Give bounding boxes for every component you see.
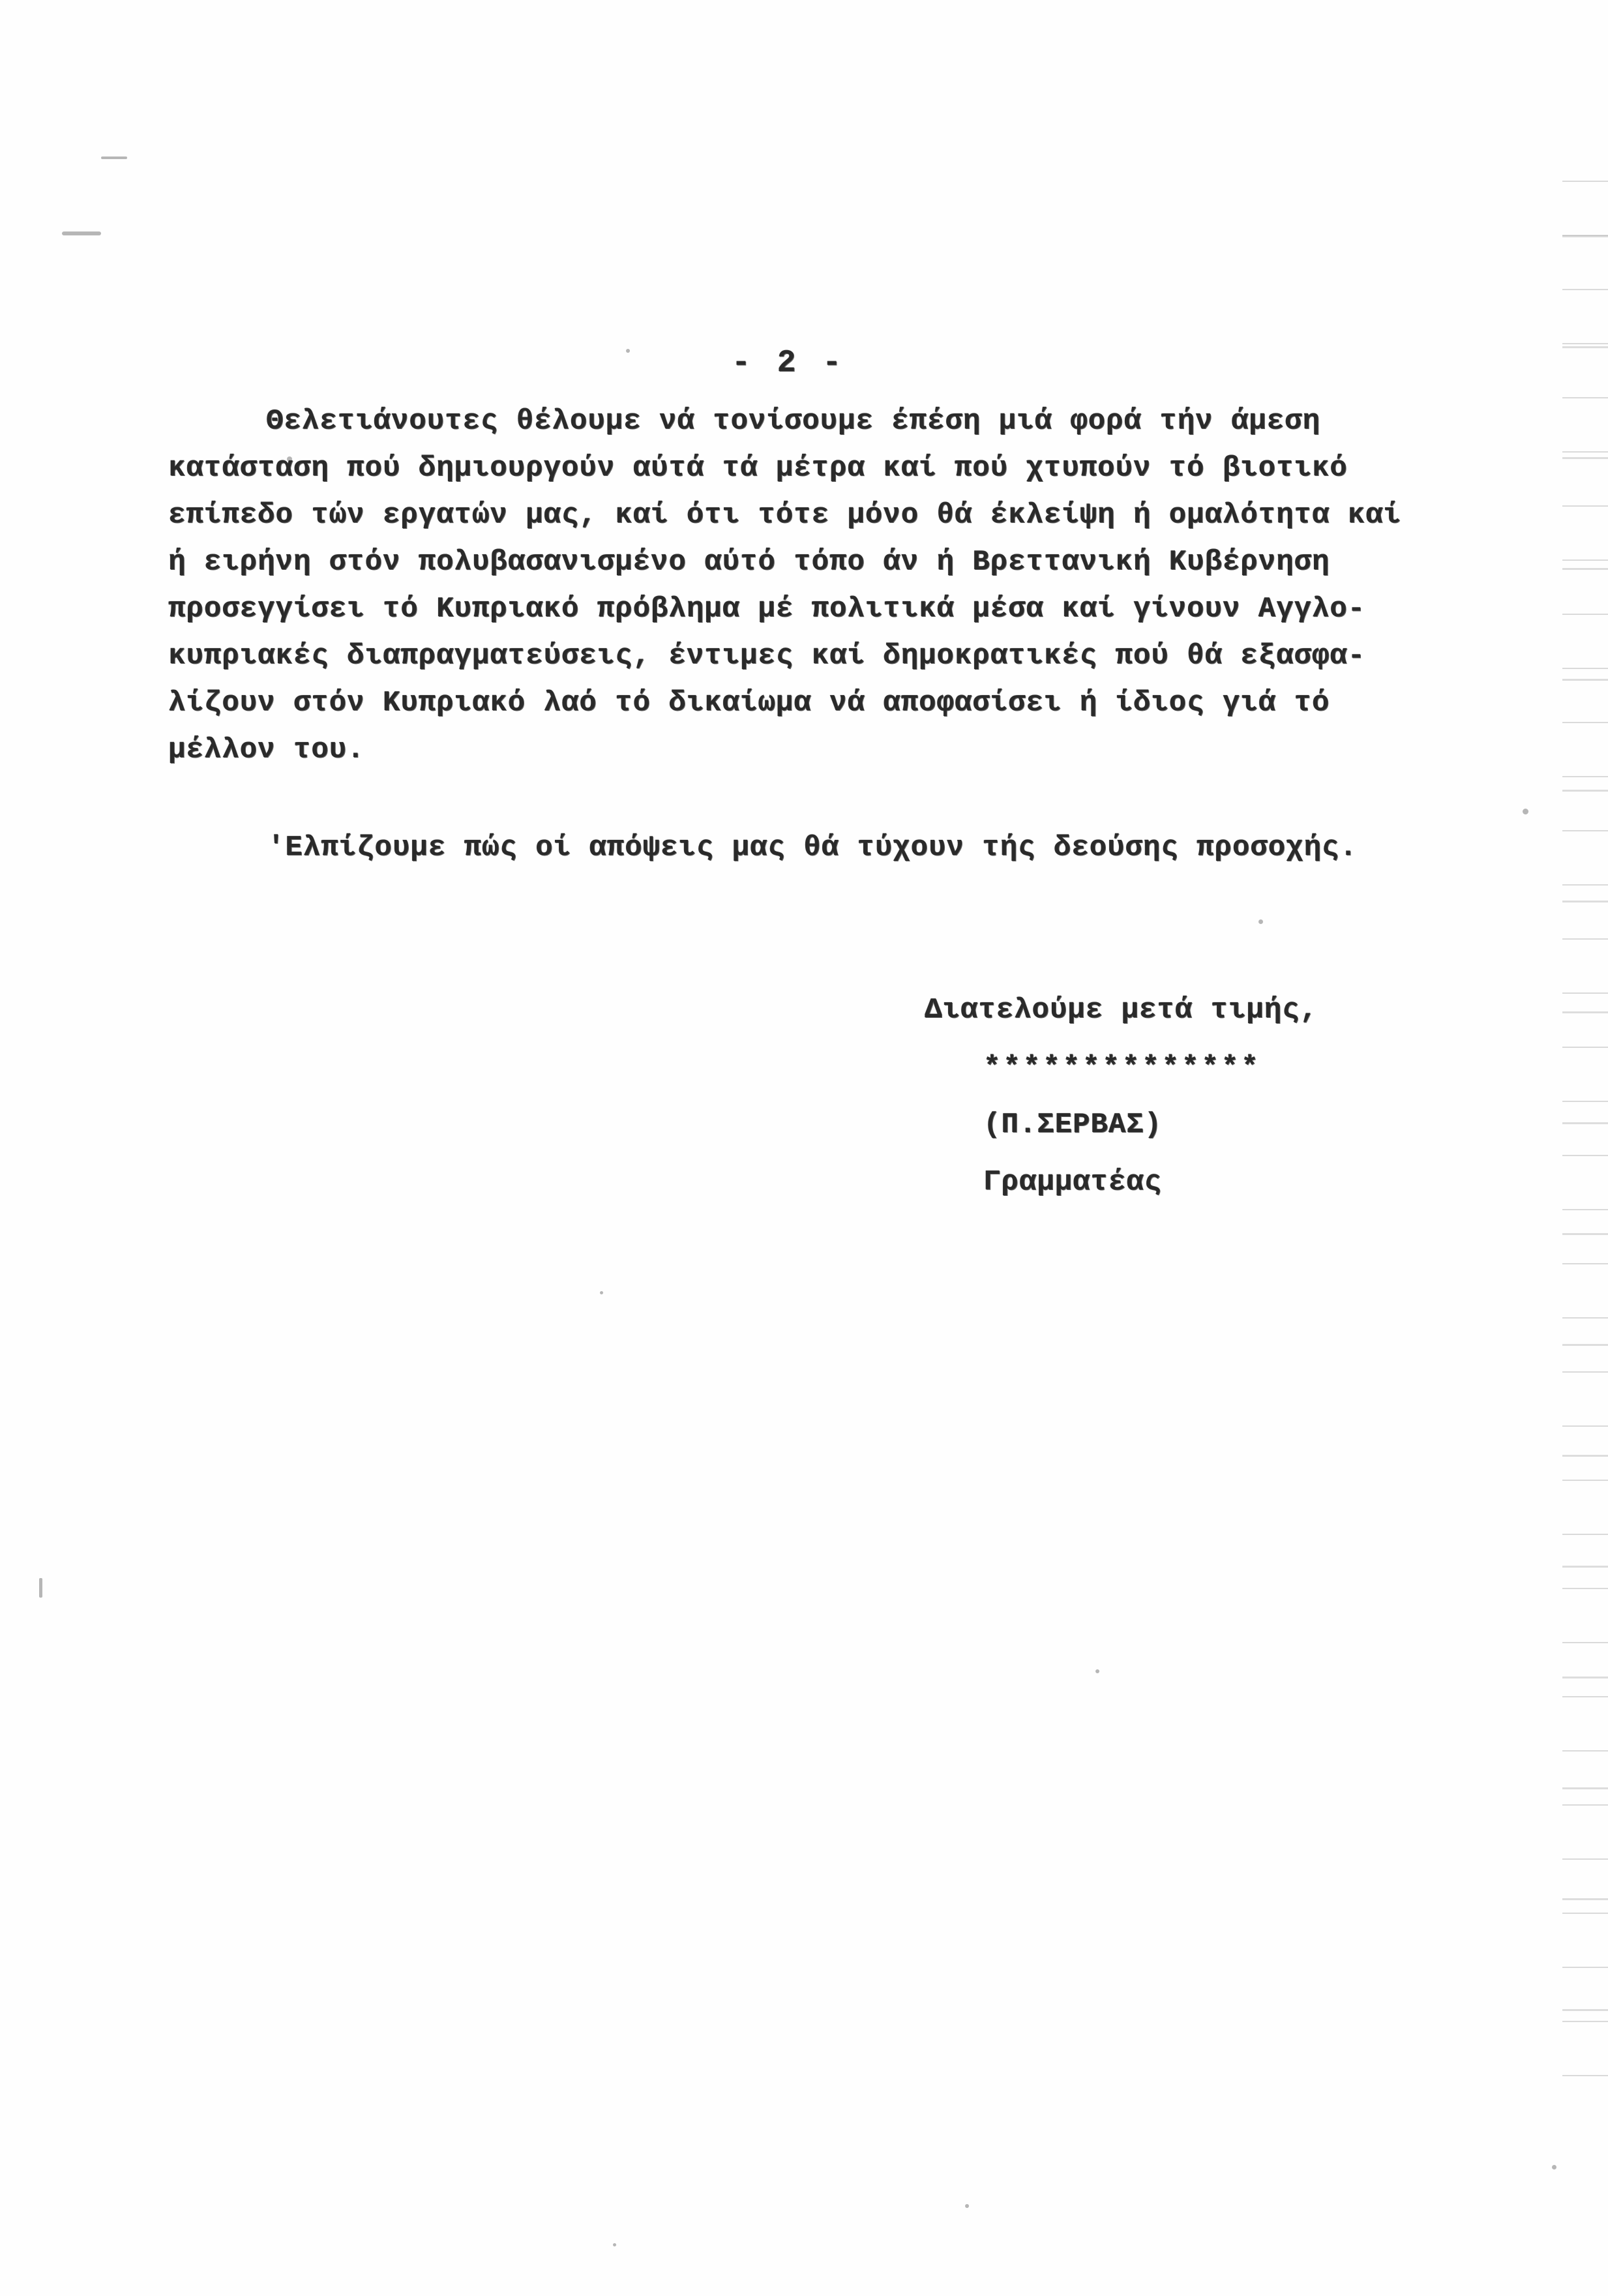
signature-block <box>925 981 1381 1211</box>
scan-speck <box>965 2204 969 2208</box>
scan-speck <box>101 157 127 159</box>
signature-farewell: Διατελούμε μετά τιμής, <box>925 994 1318 1026</box>
scan-speck <box>600 1291 603 1294</box>
scan-speck <box>39 1578 42 1598</box>
body-line: επίπεδο τών εργατών μας, καί ότι τότε μόνο θά έκλείψη ή ομαλότητα καί <box>168 499 1401 531</box>
signature-line: ************** <box>983 1051 1261 1084</box>
closing-sentence: 'Ελπίζουμε πώς οί απόψεις μας θά τύχουν τής δεούσης προσοχής. <box>267 831 1358 864</box>
body-line: μέλλον του. <box>168 734 365 766</box>
page-number: - 2 - <box>732 346 846 381</box>
scan-speck <box>626 349 630 353</box>
scan-speck <box>1523 809 1528 814</box>
scan-speck <box>1552 2165 1556 2169</box>
body-line: ή ειρήνη στόν πολυβασανισμένο αύτό τόπο άν ή Βρεττανική Κυβέρνηση <box>168 546 1330 578</box>
body-line: κυπριακές διαπραγματεύσεις, έντιμες καί δημοκρατικές πού θά εξασφα- <box>168 640 1366 672</box>
body-paragraph <box>168 398 1525 773</box>
body-line: Θελετιάνουτες θέλουμε νά τονίσουμε έπέση μιά φορά τήν άμεση <box>266 405 1320 438</box>
scan-speck <box>1095 1669 1099 1673</box>
scan-edge-noise <box>1562 157 1608 2113</box>
body-line: προσεγγίσει τό Κυπριακό πρόβλημα μέ πολιτικά μέσα καί γίνουν Αγγλο- <box>168 593 1366 625</box>
scan-speck <box>613 2243 616 2246</box>
scan-speck <box>1258 919 1263 924</box>
signatory-title: Γραμματέας <box>983 1166 1163 1199</box>
body-line: κατάσταση πού δημιουργούν αύτά τά μέτρα καί πού χτυπούν τό βιοτικό <box>168 452 1348 485</box>
signatory-name: (Π.ΣΕΡΒΑΣ) <box>983 1109 1163 1141</box>
scan-speck <box>62 231 101 235</box>
body-line: λίζουν στόν Κυπριακό λαό τό δικαίωμα νά αποφασίσει ή ίδιος γιά τό <box>168 687 1330 719</box>
